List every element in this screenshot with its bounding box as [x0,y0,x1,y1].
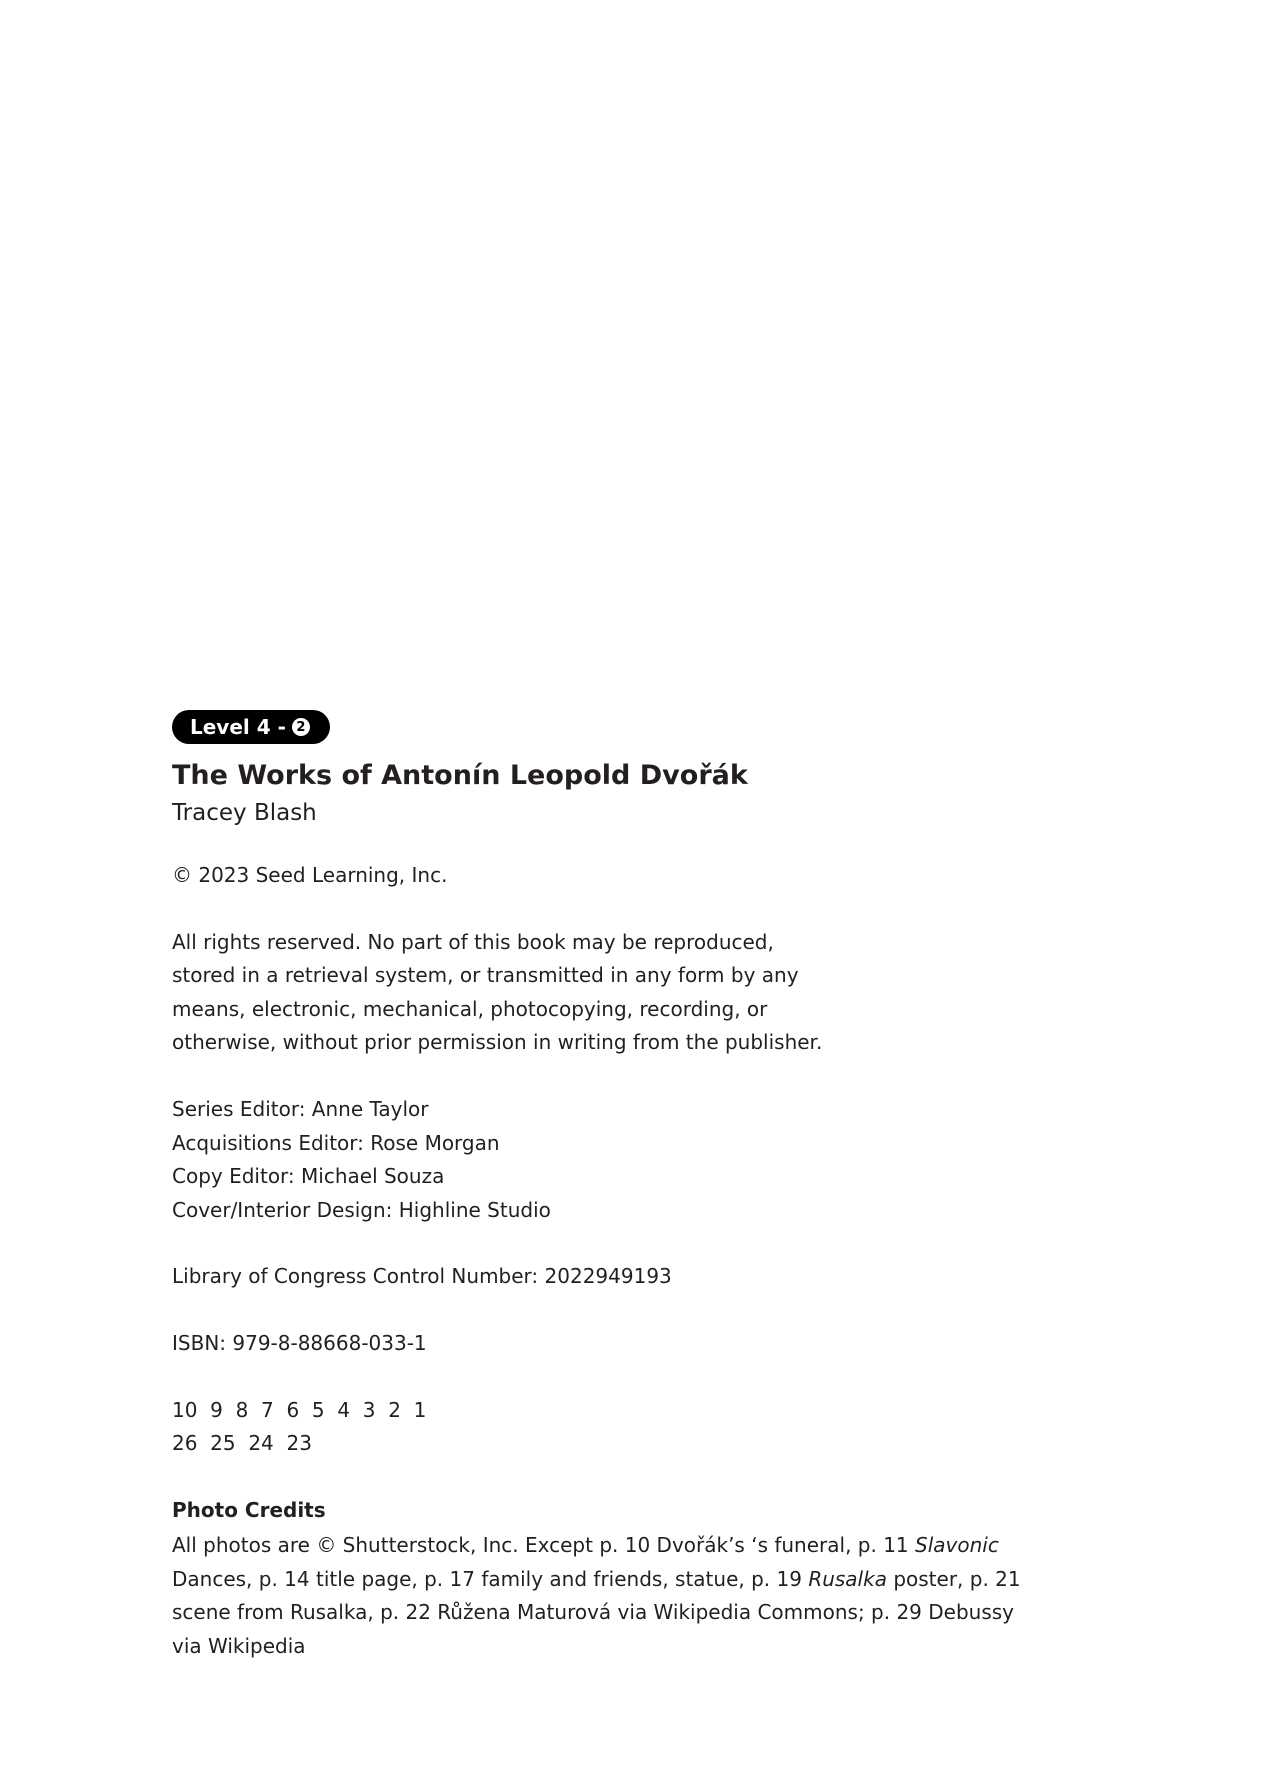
credit-line: Series Editor: Anne Taylor [172,1096,429,1121]
lccn: Library of Congress Control Number: 2022949193 [172,1264,672,1289]
rights-statement [172,926,1072,1060]
photo-credits-part: Dances, p. 14 title page, p. 17 family and friends, statue, p. 19 [172,1566,809,1591]
credit-line: Acquisitions Editor: Rose Morgan [172,1130,500,1155]
book-title: The Works of Antonín Leopold Dvořák [172,760,748,791]
photo-credits-italic: Rusalka [808,1566,887,1591]
photo-credits-text [172,1529,1032,1663]
editorial-credits [172,1093,1072,1227]
rights-line: means, electronic, mechanical, photocopying, recording, or [172,996,768,1021]
isbn: ISBN: 979-8-88668-033-1 [172,1330,427,1355]
rights-line: stored in a retrieval system, or transmitted in any form by any [172,963,799,988]
photo-credits-part: poster, p. 21 scene from Rusalka, p. 22 Růžena Maturová via Wikipedia Commons; p. 29 Debussy via Wikipedia [172,1566,1021,1659]
rights-line: All rights reserved. No part of this book may be reproduced, [172,929,774,954]
book-author: Tracey Blash [172,800,317,827]
rights-line: otherwise, without prior permission in writing from the publisher. [172,1030,823,1055]
printing-numbers: 10 9 8 7 6 5 4 3 2 1 [172,1397,427,1422]
level-number-icon: 2 [292,718,310,736]
copyright-notice: © 2023 Seed Learning, Inc. [172,862,448,887]
photo-credits-italic: Slavonic [915,1533,999,1558]
copyright-page [172,710,1072,1664]
printing-line [172,1394,1072,1461]
level-badge [172,710,330,744]
printing-years: 26 25 24 23 [172,1431,312,1456]
credit-line: Copy Editor: Michael Souza [172,1164,445,1189]
photo-credits-part: All photos are © Shutterstock, Inc. Except p. 10 Dvořák’s ‘s funeral, p. 11 [172,1533,916,1558]
photo-credits-heading: Photo Credits [172,1497,326,1522]
level-label: Level 4 - [190,715,286,739]
credit-line: Cover/Interior Design: Highline Studio [172,1197,551,1222]
